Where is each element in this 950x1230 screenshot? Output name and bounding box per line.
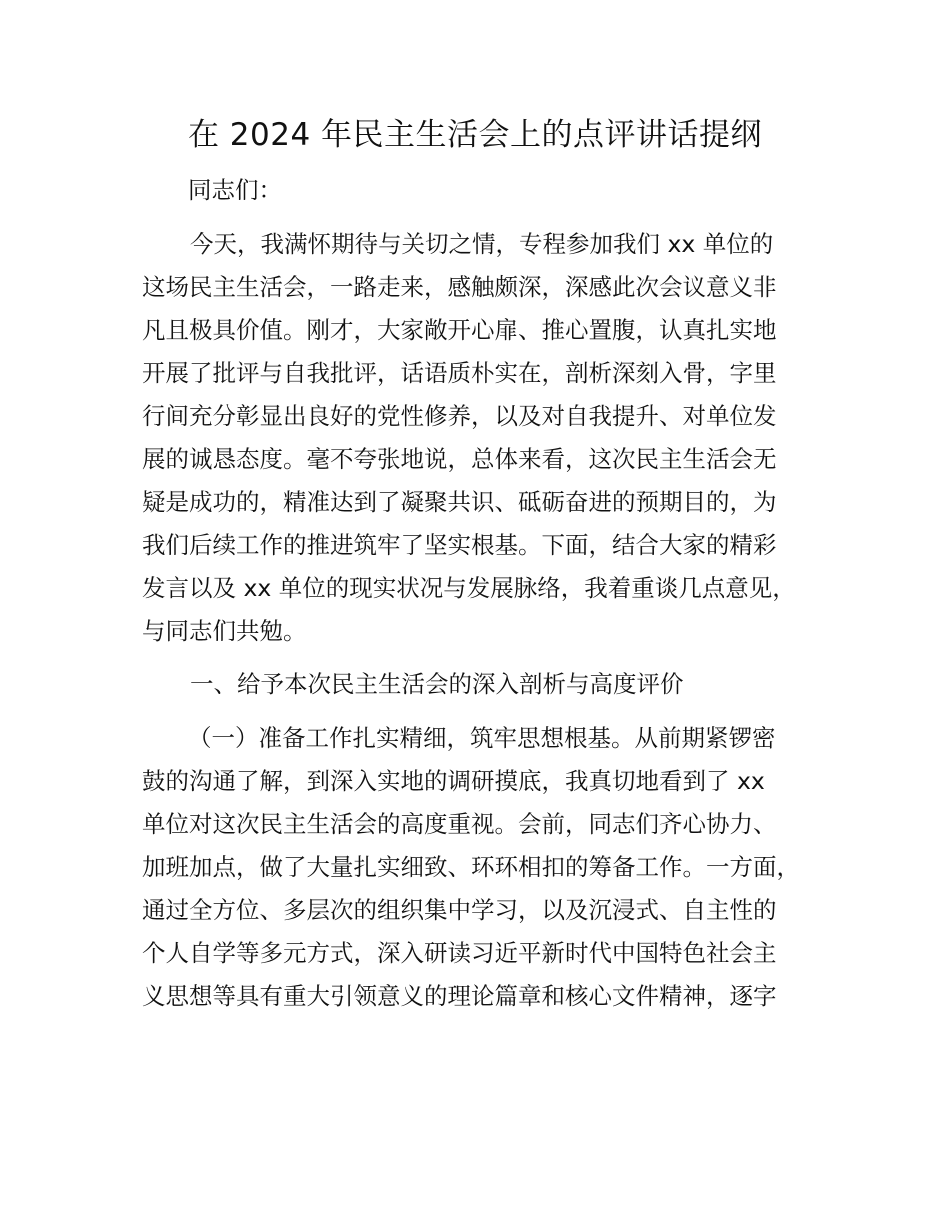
- paragraph-line: 与同志们共勉。: [142, 617, 307, 645]
- paragraph-line: 凡且极具价值。刚才，大家敞开心扉、推心置腹，认真扎实地: [142, 316, 777, 344]
- subsection-line: 加班加点，做了大量扎实细致、环环相扣的筹备工作。一方面，: [142, 853, 800, 881]
- paragraph-line: 行间充分彰显出良好的党性修养，以及对自我提升、对单位发: [142, 402, 777, 430]
- subsection-line: 个人自学等多元方式，深入研读习近平新时代中国特色社会主: [142, 939, 777, 967]
- paragraph-line: 疑是成功的，精准达到了凝聚共识、砥砺奋进的预期目的，为: [142, 488, 777, 516]
- paragraph-line: 这场民主生活会，一路走来，感触颇深，深感此次会议意义非: [142, 273, 777, 301]
- subsection-line: 鼓的沟通了解，到深入实地的调研摸底，我真切地看到了 xx: [142, 767, 765, 795]
- paragraph-line: 展的诚恳态度。毫不夸张地说，总体来看，这次民主生活会无: [142, 445, 777, 473]
- subsection-line: （一）准备工作扎实精细，筑牢思想根基。从前期紧锣密: [188, 724, 776, 752]
- paragraph-line: 开展了批评与自我批评，话语质朴实在，剖析深刻入骨，字里: [142, 359, 777, 387]
- section-heading: 一、给予本次民主生活会的深入剖析与高度评价: [190, 670, 684, 698]
- salutation: 同志们：: [188, 176, 282, 204]
- paragraph-line: 今天，我满怀期待与关切之情，专程参加我们 xx 单位的: [190, 230, 774, 258]
- subsection-line: 通过全方位、多层次的组织集中学习，以及沉浸式、自主性的: [142, 896, 777, 924]
- subsection-line: 单位对这次民主生活会的高度重视。会前，同志们齐心协力、: [142, 810, 777, 838]
- subsection-line: 义思想等具有重大引领意义的理论篇章和核心文件精神，逐字: [142, 982, 777, 1010]
- paragraph-line: 发言以及 xx 单位的现实状况与发展脉络，我着重谈几点意见，: [142, 574, 796, 602]
- document-title: 在 2024 年民主生活会上的点评讲话提纲: [187, 117, 763, 153]
- paragraph-line: 我们后续工作的推进筑牢了坚实根基。下面，结合大家的精彩: [142, 531, 777, 559]
